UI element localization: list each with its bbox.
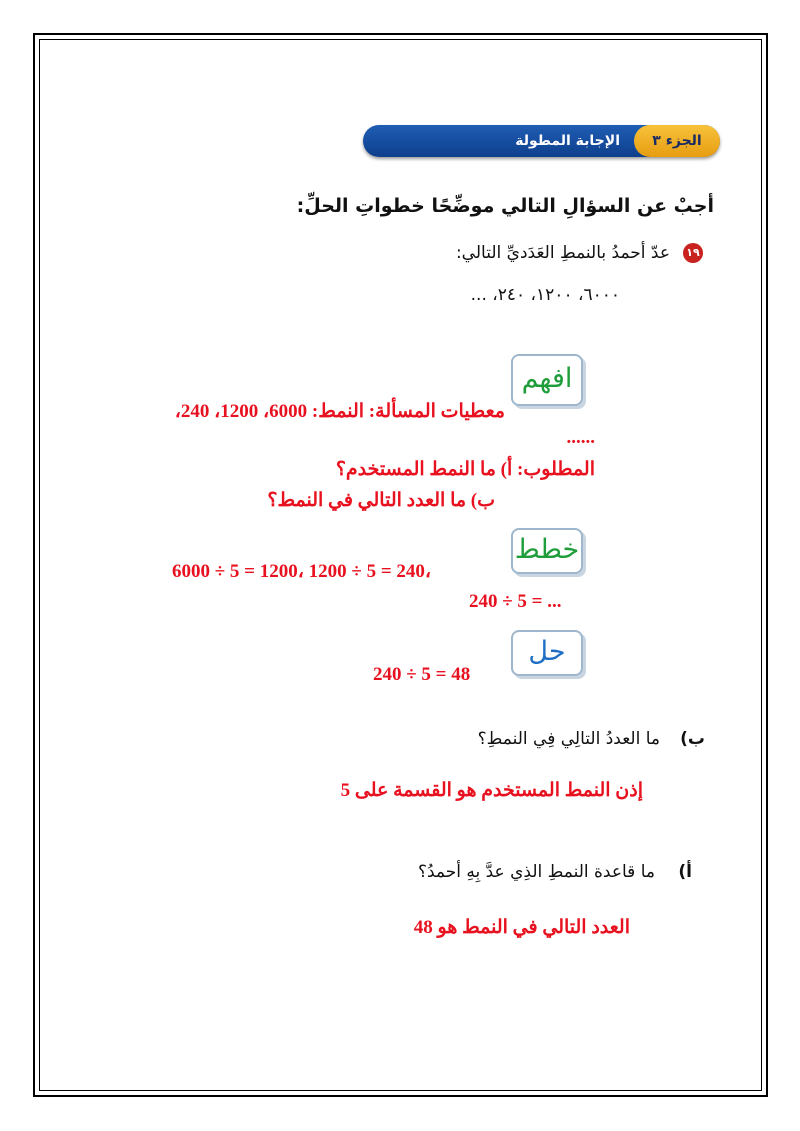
part-a-label: أ): [678, 862, 692, 882]
part-a-question: ما قاعدة النمطِ الذِي عدَّ بِهِ أحمدُ؟: [417, 862, 655, 882]
understand-line-1: معطيات المسألة: النمط: 6000، 1200، 240،: [174, 401, 505, 422]
section-title: الإجابة المطولة: [515, 133, 620, 149]
plan-line-1: 6000 ÷ 5 = 1200، 1200 ÷ 5 = 240،: [172, 561, 432, 582]
understand-line-3: المطلوب: أ) ما النمط المستخدم؟: [335, 459, 595, 480]
understand-line-4: ب) ما العدد التالي في النمط؟: [267, 490, 495, 511]
question-sequence: ٦٠٠٠، ١٢٠٠، ٢٤٠، ...: [470, 285, 620, 305]
plan-tag: خطط: [511, 528, 583, 574]
part-b-question: ما العددُ التالِي فِي النمطِ؟: [477, 729, 660, 749]
section-banner: [363, 125, 720, 157]
understand-line-2: ......: [566, 427, 595, 448]
plan-line-2: 240 ÷ 5 = ...: [469, 591, 562, 612]
part-b-answer: إذن النمط المستخدم هو القسمة على 5: [340, 780, 643, 801]
question-number-badge: ١٩: [683, 243, 703, 263]
solve-tag: حل: [511, 630, 583, 676]
question-text: عدّ أحمدُ بالنمطِ العَدَديِّ التالي:: [455, 243, 670, 263]
part-a-answer: العدد التالي في النمط هو 48: [413, 917, 630, 938]
part-b-label: ب): [680, 729, 705, 749]
solve-line-1: 240 ÷ 5 = 48: [373, 664, 471, 685]
instruction-text: أجبْ عن السؤالِ التالي موضِّحًا خطواتِ الحلِّ:: [296, 195, 714, 217]
part-label: الجزء ٣: [634, 125, 720, 157]
understand-tag: افهم: [511, 354, 583, 406]
